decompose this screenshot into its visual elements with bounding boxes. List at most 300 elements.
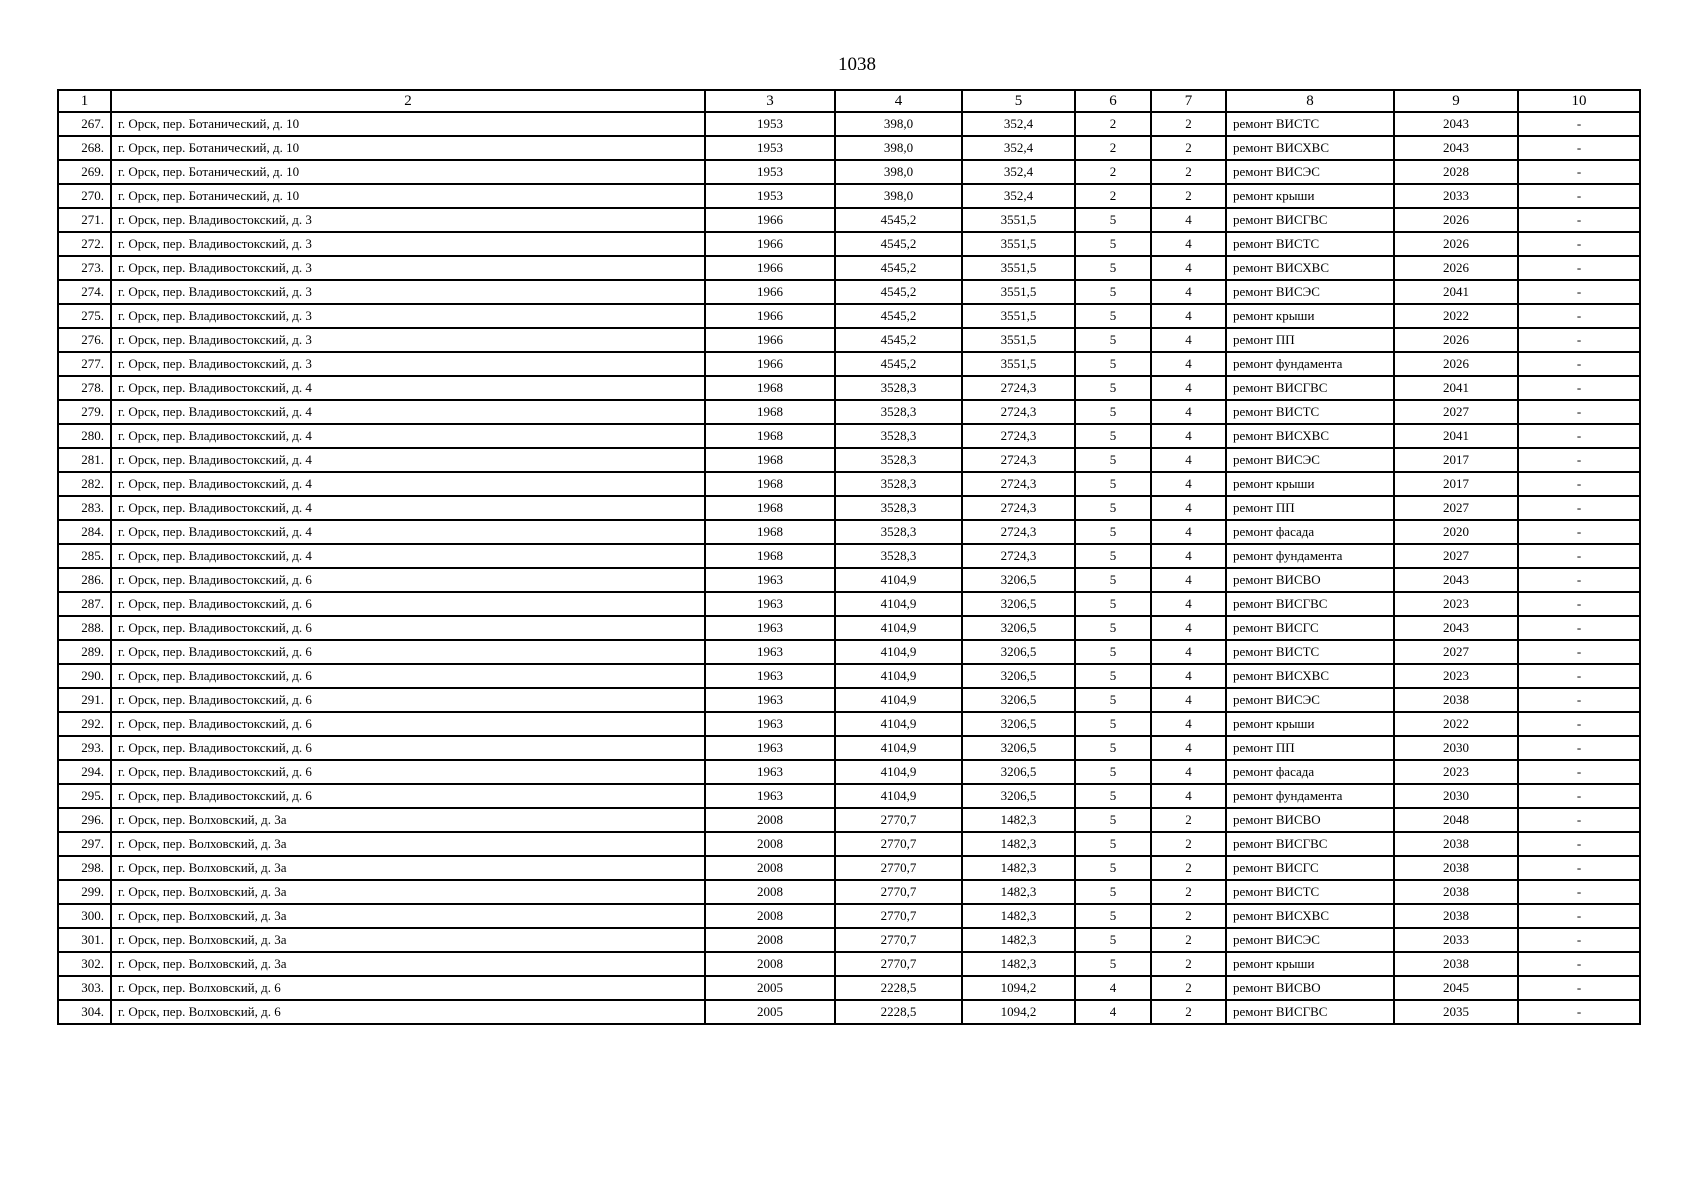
- cell-address: г. Орск, пер. Владивостокский, д. 6: [111, 712, 705, 736]
- cell-floors: 2: [1075, 160, 1151, 184]
- cell-repair-type: ремонт ВИСГВС: [1226, 832, 1394, 856]
- cell-total-area: 3528,3: [835, 520, 962, 544]
- cell-floors: 5: [1075, 952, 1151, 976]
- table-row: [58, 688, 1640, 712]
- cell-extra: -: [1518, 544, 1640, 568]
- cell-entrances: 4: [1151, 712, 1226, 736]
- cell-living-area: 1482,3: [962, 856, 1075, 880]
- cell-living-area: 1482,3: [962, 880, 1075, 904]
- cell-total-area: 4545,2: [835, 232, 962, 256]
- cell-total-area: 3528,3: [835, 448, 962, 472]
- cell-entrances: 4: [1151, 280, 1226, 304]
- cell-floors: 5: [1075, 400, 1151, 424]
- cell-total-area: 2770,7: [835, 856, 962, 880]
- table-row: [58, 712, 1640, 736]
- cell-extra: -: [1518, 184, 1640, 208]
- cell-year-built: 1966: [705, 304, 835, 328]
- column-header-9: 9: [1394, 90, 1518, 112]
- cell-row-number: 291.: [58, 688, 111, 712]
- cell-address: г. Орск, пер. Ботанический, д. 10: [111, 160, 705, 184]
- cell-entrances: 2: [1151, 928, 1226, 952]
- cell-planned-year: 2043: [1394, 136, 1518, 160]
- cell-floors: 2: [1075, 184, 1151, 208]
- cell-repair-type: ремонт фасада: [1226, 760, 1394, 784]
- cell-entrances: 4: [1151, 688, 1226, 712]
- table-row: [58, 184, 1640, 208]
- cell-planned-year: 2041: [1394, 424, 1518, 448]
- cell-entrances: 4: [1151, 520, 1226, 544]
- cell-living-area: 2724,3: [962, 424, 1075, 448]
- cell-planned-year: 2026: [1394, 232, 1518, 256]
- cell-extra: -: [1518, 880, 1640, 904]
- cell-extra: -: [1518, 568, 1640, 592]
- cell-entrances: 4: [1151, 328, 1226, 352]
- cell-row-number: 294.: [58, 760, 111, 784]
- cell-extra: -: [1518, 904, 1640, 928]
- cell-extra: -: [1518, 928, 1640, 952]
- column-header-1: 1: [58, 90, 111, 112]
- cell-floors: 5: [1075, 880, 1151, 904]
- cell-living-area: 352,4: [962, 112, 1075, 136]
- cell-address: г. Орск, пер. Волховский, д. 3а: [111, 904, 705, 928]
- cell-planned-year: 2038: [1394, 832, 1518, 856]
- cell-extra: -: [1518, 616, 1640, 640]
- cell-entrances: 2: [1151, 136, 1226, 160]
- cell-year-built: 1963: [705, 568, 835, 592]
- cell-row-number: 288.: [58, 616, 111, 640]
- cell-address: г. Орск, пер. Волховский, д. 3а: [111, 832, 705, 856]
- cell-entrances: 4: [1151, 256, 1226, 280]
- cell-extra: -: [1518, 808, 1640, 832]
- table-row: [58, 496, 1640, 520]
- cell-year-built: 1968: [705, 400, 835, 424]
- cell-address: г. Орск, пер. Владивостокский, д. 6: [111, 592, 705, 616]
- cell-floors: 5: [1075, 352, 1151, 376]
- cell-planned-year: 2041: [1394, 376, 1518, 400]
- cell-living-area: 352,4: [962, 160, 1075, 184]
- table-row: [58, 208, 1640, 232]
- table-row: [58, 352, 1640, 376]
- cell-planned-year: 2023: [1394, 592, 1518, 616]
- table-row: [58, 880, 1640, 904]
- cell-year-built: 1968: [705, 544, 835, 568]
- cell-row-number: 289.: [58, 640, 111, 664]
- cell-entrances: 4: [1151, 208, 1226, 232]
- table-row: [58, 520, 1640, 544]
- cell-total-area: 398,0: [835, 184, 962, 208]
- cell-extra: -: [1518, 496, 1640, 520]
- cell-row-number: 304.: [58, 1000, 111, 1024]
- column-header-6: 6: [1075, 90, 1151, 112]
- cell-total-area: 2770,7: [835, 952, 962, 976]
- cell-floors: 5: [1075, 712, 1151, 736]
- column-header-4: 4: [835, 90, 962, 112]
- cell-repair-type: ремонт ВИСЭС: [1226, 688, 1394, 712]
- cell-planned-year: 2026: [1394, 208, 1518, 232]
- cell-row-number: 270.: [58, 184, 111, 208]
- cell-total-area: 4545,2: [835, 328, 962, 352]
- cell-year-built: 1966: [705, 352, 835, 376]
- cell-floors: 5: [1075, 856, 1151, 880]
- cell-address: г. Орск, пер. Волховский, д. 6: [111, 1000, 705, 1024]
- cell-entrances: 4: [1151, 304, 1226, 328]
- cell-planned-year: 2045: [1394, 976, 1518, 1000]
- cell-entrances: 4: [1151, 640, 1226, 664]
- cell-row-number: 281.: [58, 448, 111, 472]
- cell-address: г. Орск, пер. Владивостокский, д. 6: [111, 568, 705, 592]
- cell-row-number: 277.: [58, 352, 111, 376]
- cell-extra: -: [1518, 136, 1640, 160]
- cell-floors: 5: [1075, 304, 1151, 328]
- cell-planned-year: 2027: [1394, 496, 1518, 520]
- cell-total-area: 398,0: [835, 160, 962, 184]
- cell-total-area: 3528,3: [835, 424, 962, 448]
- table-body: [58, 112, 1640, 1024]
- cell-row-number: 301.: [58, 928, 111, 952]
- cell-row-number: 290.: [58, 664, 111, 688]
- cell-living-area: 3206,5: [962, 664, 1075, 688]
- cell-year-built: 2008: [705, 928, 835, 952]
- cell-address: г. Орск, пер. Владивостокский, д. 6: [111, 664, 705, 688]
- cell-repair-type: ремонт ВИСХВС: [1226, 904, 1394, 928]
- cell-row-number: 296.: [58, 808, 111, 832]
- cell-planned-year: 2043: [1394, 616, 1518, 640]
- cell-total-area: 3528,3: [835, 472, 962, 496]
- cell-floors: 5: [1075, 232, 1151, 256]
- cell-total-area: 398,0: [835, 136, 962, 160]
- cell-year-built: 1963: [705, 784, 835, 808]
- cell-living-area: 3206,5: [962, 592, 1075, 616]
- cell-repair-type: ремонт ВИСТС: [1226, 232, 1394, 256]
- cell-entrances: 4: [1151, 760, 1226, 784]
- repair-schedule-table: [57, 89, 1641, 1025]
- cell-extra: -: [1518, 280, 1640, 304]
- cell-repair-type: ремонт ВИСЭС: [1226, 928, 1394, 952]
- cell-year-built: 1966: [705, 208, 835, 232]
- cell-year-built: 1968: [705, 424, 835, 448]
- cell-repair-type: ремонт ВИСГС: [1226, 856, 1394, 880]
- column-header-5: 5: [962, 90, 1075, 112]
- cell-repair-type: ремонт крыши: [1226, 304, 1394, 328]
- cell-planned-year: 2043: [1394, 112, 1518, 136]
- cell-year-built: 1963: [705, 592, 835, 616]
- page-number: 1038: [838, 54, 876, 75]
- cell-entrances: 4: [1151, 424, 1226, 448]
- cell-total-area: 2770,7: [835, 904, 962, 928]
- cell-planned-year: 2023: [1394, 760, 1518, 784]
- cell-repair-type: ремонт ВИСЭС: [1226, 280, 1394, 304]
- cell-living-area: 3551,5: [962, 304, 1075, 328]
- table-row: [58, 232, 1640, 256]
- cell-year-built: 1968: [705, 496, 835, 520]
- cell-total-area: 3528,3: [835, 400, 962, 424]
- cell-floors: 5: [1075, 544, 1151, 568]
- cell-extra: -: [1518, 400, 1640, 424]
- cell-row-number: 273.: [58, 256, 111, 280]
- cell-planned-year: 2026: [1394, 352, 1518, 376]
- cell-total-area: 4104,9: [835, 640, 962, 664]
- cell-planned-year: 2030: [1394, 736, 1518, 760]
- cell-planned-year: 2038: [1394, 952, 1518, 976]
- cell-total-area: 4104,9: [835, 616, 962, 640]
- table-row: [58, 112, 1640, 136]
- cell-total-area: 2228,5: [835, 1000, 962, 1024]
- cell-repair-type: ремонт фасада: [1226, 520, 1394, 544]
- cell-planned-year: 2027: [1394, 544, 1518, 568]
- cell-living-area: 352,4: [962, 184, 1075, 208]
- cell-address: г. Орск, пер. Владивостокский, д. 3: [111, 304, 705, 328]
- cell-floors: 5: [1075, 640, 1151, 664]
- table-row: [58, 160, 1640, 184]
- cell-row-number: 282.: [58, 472, 111, 496]
- table-row: [58, 784, 1640, 808]
- cell-floors: 5: [1075, 592, 1151, 616]
- column-header-10: 10: [1518, 90, 1640, 112]
- cell-repair-type: ремонт ПП: [1226, 736, 1394, 760]
- cell-planned-year: 2048: [1394, 808, 1518, 832]
- cell-floors: 5: [1075, 928, 1151, 952]
- cell-floors: 5: [1075, 808, 1151, 832]
- table-row: [58, 592, 1640, 616]
- cell-extra: -: [1518, 328, 1640, 352]
- cell-address: г. Орск, пер. Владивостокский, д. 3: [111, 232, 705, 256]
- table-row: [58, 760, 1640, 784]
- cell-year-built: 1966: [705, 232, 835, 256]
- cell-total-area: 4545,2: [835, 304, 962, 328]
- cell-extra: -: [1518, 472, 1640, 496]
- table-row: [58, 256, 1640, 280]
- cell-floors: 5: [1075, 520, 1151, 544]
- table-row: [58, 904, 1640, 928]
- cell-address: г. Орск, пер. Владивостокский, д. 6: [111, 736, 705, 760]
- cell-extra: -: [1518, 448, 1640, 472]
- cell-entrances: 4: [1151, 472, 1226, 496]
- cell-row-number: 293.: [58, 736, 111, 760]
- cell-total-area: 4104,9: [835, 688, 962, 712]
- cell-total-area: 4104,9: [835, 736, 962, 760]
- cell-entrances: 2: [1151, 160, 1226, 184]
- cell-row-number: 271.: [58, 208, 111, 232]
- cell-floors: 2: [1075, 136, 1151, 160]
- cell-year-built: 1963: [705, 760, 835, 784]
- cell-year-built: 1953: [705, 136, 835, 160]
- cell-planned-year: 2027: [1394, 640, 1518, 664]
- cell-total-area: 4104,9: [835, 712, 962, 736]
- table-row: [58, 928, 1640, 952]
- cell-living-area: 3206,5: [962, 736, 1075, 760]
- cell-row-number: 283.: [58, 496, 111, 520]
- cell-living-area: 3551,5: [962, 328, 1075, 352]
- cell-living-area: 3551,5: [962, 352, 1075, 376]
- cell-entrances: 4: [1151, 448, 1226, 472]
- cell-extra: -: [1518, 688, 1640, 712]
- cell-year-built: 1963: [705, 616, 835, 640]
- cell-total-area: 4545,2: [835, 208, 962, 232]
- cell-repair-type: ремонт ВИСГВС: [1226, 376, 1394, 400]
- cell-total-area: 2770,7: [835, 832, 962, 856]
- cell-living-area: 2724,3: [962, 496, 1075, 520]
- cell-row-number: 303.: [58, 976, 111, 1000]
- cell-floors: 5: [1075, 832, 1151, 856]
- cell-extra: -: [1518, 736, 1640, 760]
- cell-address: г. Орск, пер. Владивостокский, д. 4: [111, 544, 705, 568]
- column-header-8: 8: [1226, 90, 1394, 112]
- cell-entrances: 4: [1151, 400, 1226, 424]
- table-row: [58, 472, 1640, 496]
- cell-year-built: 1963: [705, 640, 835, 664]
- cell-row-number: 285.: [58, 544, 111, 568]
- cell-total-area: 4104,9: [835, 568, 962, 592]
- cell-repair-type: ремонт фундамента: [1226, 352, 1394, 376]
- cell-total-area: 3528,3: [835, 544, 962, 568]
- cell-year-built: 1968: [705, 376, 835, 400]
- table-row: [58, 304, 1640, 328]
- cell-repair-type: ремонт ВИСХВС: [1226, 424, 1394, 448]
- cell-total-area: 4104,9: [835, 592, 962, 616]
- cell-living-area: 3206,5: [962, 640, 1075, 664]
- cell-living-area: 3206,5: [962, 784, 1075, 808]
- cell-address: г. Орск, пер. Ботанический, д. 10: [111, 136, 705, 160]
- cell-total-area: 398,0: [835, 112, 962, 136]
- table-row: [58, 376, 1640, 400]
- cell-row-number: 278.: [58, 376, 111, 400]
- cell-address: г. Орск, пер. Владивостокский, д. 6: [111, 688, 705, 712]
- cell-year-built: 2005: [705, 1000, 835, 1024]
- cell-row-number: 284.: [58, 520, 111, 544]
- cell-repair-type: ремонт фундамента: [1226, 784, 1394, 808]
- cell-row-number: 286.: [58, 568, 111, 592]
- table-row: [58, 952, 1640, 976]
- cell-year-built: 1968: [705, 448, 835, 472]
- cell-floors: 2: [1075, 112, 1151, 136]
- cell-floors: 5: [1075, 664, 1151, 688]
- cell-row-number: 279.: [58, 400, 111, 424]
- cell-repair-type: ремонт крыши: [1226, 184, 1394, 208]
- cell-living-area: 1482,3: [962, 928, 1075, 952]
- cell-planned-year: 2033: [1394, 928, 1518, 952]
- table-row: [58, 424, 1640, 448]
- cell-total-area: 4104,9: [835, 664, 962, 688]
- cell-year-built: 1966: [705, 280, 835, 304]
- cell-address: г. Орск, пер. Волховский, д. 3а: [111, 856, 705, 880]
- cell-planned-year: 2023: [1394, 664, 1518, 688]
- cell-total-area: 2770,7: [835, 808, 962, 832]
- cell-entrances: 2: [1151, 856, 1226, 880]
- cell-year-built: 2008: [705, 808, 835, 832]
- cell-extra: -: [1518, 976, 1640, 1000]
- cell-planned-year: 2038: [1394, 688, 1518, 712]
- cell-planned-year: 2017: [1394, 448, 1518, 472]
- cell-floors: 5: [1075, 280, 1151, 304]
- cell-row-number: 269.: [58, 160, 111, 184]
- cell-repair-type: ремонт ВИСТС: [1226, 400, 1394, 424]
- cell-living-area: 2724,3: [962, 520, 1075, 544]
- cell-extra: -: [1518, 856, 1640, 880]
- cell-entrances: 2: [1151, 952, 1226, 976]
- table-row: [58, 544, 1640, 568]
- cell-row-number: 276.: [58, 328, 111, 352]
- cell-living-area: 3206,5: [962, 760, 1075, 784]
- cell-living-area: 1482,3: [962, 808, 1075, 832]
- table-row: [58, 568, 1640, 592]
- header-row: [58, 90, 1640, 112]
- cell-living-area: 3551,5: [962, 232, 1075, 256]
- cell-extra: -: [1518, 424, 1640, 448]
- cell-address: г. Орск, пер. Владивостокский, д. 6: [111, 760, 705, 784]
- table-row: [58, 400, 1640, 424]
- cell-year-built: 2008: [705, 952, 835, 976]
- cell-entrances: 4: [1151, 232, 1226, 256]
- cell-year-built: 1963: [705, 736, 835, 760]
- cell-planned-year: 2038: [1394, 904, 1518, 928]
- cell-total-area: 4545,2: [835, 352, 962, 376]
- cell-entrances: 4: [1151, 376, 1226, 400]
- cell-row-number: 287.: [58, 592, 111, 616]
- cell-entrances: 2: [1151, 184, 1226, 208]
- cell-entrances: 2: [1151, 112, 1226, 136]
- cell-living-area: 2724,3: [962, 400, 1075, 424]
- cell-year-built: 2008: [705, 904, 835, 928]
- cell-address: г. Орск, пер. Владивостокский, д. 4: [111, 472, 705, 496]
- cell-repair-type: ремонт ВИСХВС: [1226, 664, 1394, 688]
- cell-floors: 4: [1075, 976, 1151, 1000]
- cell-address: г. Орск, пер. Волховский, д. 6: [111, 976, 705, 1000]
- cell-address: г. Орск, пер. Волховский, д. 3а: [111, 880, 705, 904]
- cell-floors: 5: [1075, 472, 1151, 496]
- cell-total-area: 3528,3: [835, 376, 962, 400]
- cell-entrances: 4: [1151, 592, 1226, 616]
- cell-entrances: 2: [1151, 880, 1226, 904]
- cell-repair-type: ремонт ВИСВО: [1226, 976, 1394, 1000]
- table-row: [58, 832, 1640, 856]
- cell-extra: -: [1518, 832, 1640, 856]
- cell-entrances: 4: [1151, 544, 1226, 568]
- cell-floors: 5: [1075, 208, 1151, 232]
- cell-extra: -: [1518, 232, 1640, 256]
- cell-extra: -: [1518, 520, 1640, 544]
- table-row: [58, 616, 1640, 640]
- cell-year-built: 2005: [705, 976, 835, 1000]
- cell-living-area: 352,4: [962, 136, 1075, 160]
- cell-total-area: 2770,7: [835, 880, 962, 904]
- cell-planned-year: 2041: [1394, 280, 1518, 304]
- cell-repair-type: ремонт ВИСГВС: [1226, 592, 1394, 616]
- cell-address: г. Орск, пер. Владивостокский, д. 3: [111, 208, 705, 232]
- cell-year-built: 1966: [705, 328, 835, 352]
- cell-planned-year: 2035: [1394, 1000, 1518, 1024]
- cell-repair-type: ремонт ВИСТС: [1226, 880, 1394, 904]
- cell-entrances: 2: [1151, 1000, 1226, 1024]
- cell-living-area: 1482,3: [962, 832, 1075, 856]
- cell-year-built: 1953: [705, 112, 835, 136]
- cell-address: г. Орск, пер. Владивостокский, д. 6: [111, 784, 705, 808]
- cell-floors: 5: [1075, 736, 1151, 760]
- cell-repair-type: ремонт ВИСХВС: [1226, 256, 1394, 280]
- table-row: [58, 280, 1640, 304]
- cell-extra: -: [1518, 712, 1640, 736]
- cell-repair-type: ремонт ВИСЭС: [1226, 160, 1394, 184]
- cell-address: г. Орск, пер. Владивостокский, д. 4: [111, 424, 705, 448]
- cell-row-number: 297.: [58, 832, 111, 856]
- cell-living-area: 3551,5: [962, 280, 1075, 304]
- cell-living-area: 2724,3: [962, 544, 1075, 568]
- cell-planned-year: 2038: [1394, 880, 1518, 904]
- cell-floors: 5: [1075, 616, 1151, 640]
- cell-living-area: 3206,5: [962, 616, 1075, 640]
- cell-repair-type: ремонт ВИСВО: [1226, 568, 1394, 592]
- cell-extra: -: [1518, 376, 1640, 400]
- cell-living-area: 1094,2: [962, 1000, 1075, 1024]
